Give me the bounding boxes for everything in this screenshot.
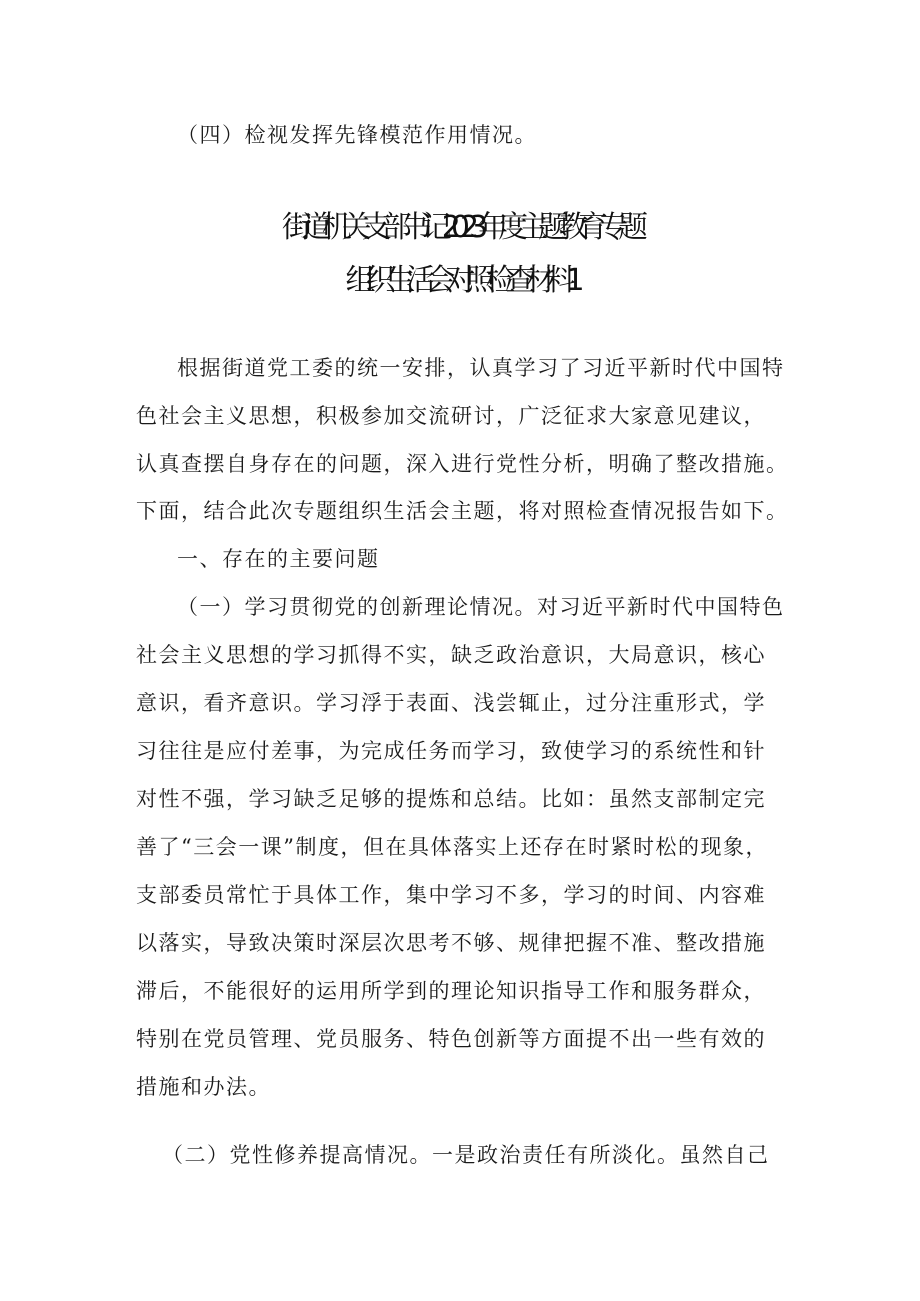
intro-line: 认真查摆自身存在的问题，深入进行党性分析，明确了整改措施。 <box>136 452 789 476</box>
document-title-line-2: 组织生活会对照检查材料1 <box>345 263 575 298</box>
item-one-line: 滞后，不能很好的运用所学到的理论知识指导工作和服务群众， <box>136 979 766 1003</box>
item-one-line: 对性不强，学习缺乏足够的提炼和总结。比如：虽然支部制定完 <box>136 787 766 811</box>
item-one-line: 习往往是应付差事，为完成任务而学习，致使学习的系统性和针 <box>136 739 766 763</box>
item-one-line: 社会主义思想的学习抓得不实，缺乏政治意识，大局意识，核心 <box>136 643 766 667</box>
intro-line: 色社会主义思想，积极参加交流研讨，广泛征求大家意见建议， <box>136 404 766 428</box>
item-one-line: 意识，看齐意识。学习浮于表面、浅尝辄止，过分注重形式，学 <box>136 691 766 715</box>
item-one-line: （一）学习贯彻党的创新理论情况。对习近平新时代中国特色 <box>177 595 785 619</box>
section-heading: 一、存在的主要问题 <box>177 547 380 571</box>
item-one-line: 支部委员常忙于具体工作，集中学习不多，学习的时间、内容难 <box>136 883 766 907</box>
item-two-line: （二）党性修养提高情况。一是政治责任有所淡化。虽然自己 <box>162 1143 770 1167</box>
item-one-line: 以落实，导致决策时深层次思考不够、规律把握不准、整改措施 <box>136 931 766 955</box>
item-one-line: 特别在党员管理、党员服务、特色创新等方面提不出一些有效的 <box>136 1027 766 1051</box>
preceding-section-heading: （四）检视发挥先锋模范作用情况。 <box>177 123 537 147</box>
document-title-line-1: 街道机关支部书记2023年度主题教育专题 <box>281 210 639 245</box>
item-one-line: 措施和办法。 <box>136 1075 271 1099</box>
intro-line: 根据街道党工委的统一安排，认真学习了习近平新时代中国特 <box>177 356 785 380</box>
item-one-line: 善了“三会一课”制度，但在具体落实上还存在时紧时松的现象， <box>136 835 768 859</box>
intro-line: 下面，结合此次专题组织生活会主题，将对照检查情况报告如下。 <box>136 499 789 523</box>
